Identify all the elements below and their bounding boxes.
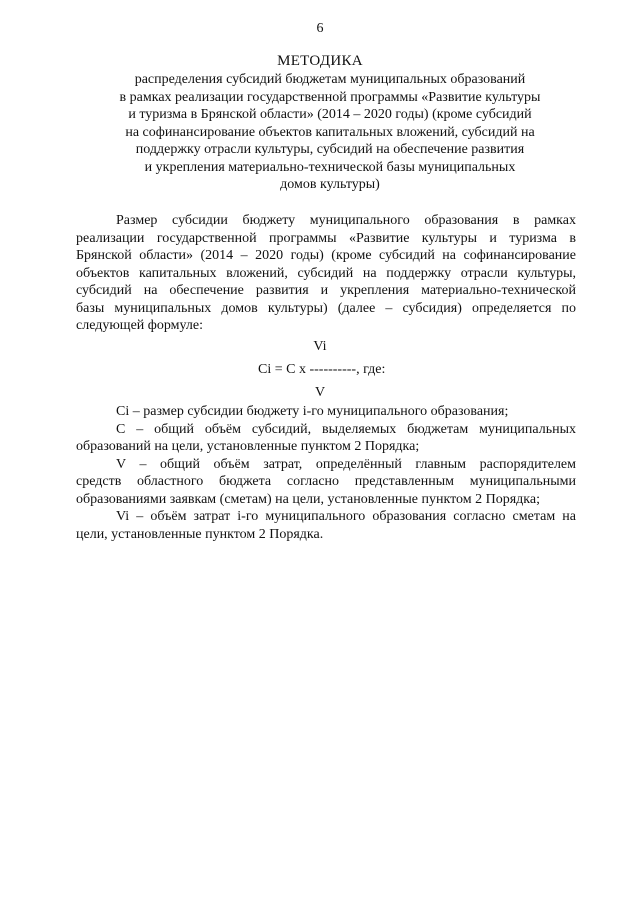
subtitle-line: распределения субсидий бюджетам муниципальных образований xyxy=(134,72,526,87)
intro-line: субсидий на обеспечение развития и укрепления материально-технической xyxy=(76,283,576,298)
definition-line: C – общий объём субсидий, выделяемых бюджетам муниципальных xyxy=(116,421,576,437)
intro-line: Брянской области» (2014 – 2020 годы) (кроме субсидий на софинансирование xyxy=(76,248,576,263)
definition-line: Vi – объём затрат i-го муниципального образования согласно сметам на xyxy=(116,509,576,524)
subtitle-line: на софинансирование объектов капитальных вложений, субсидий на xyxy=(125,124,535,140)
definition-line: образованиями заявкам (сметам) на цели, установленные пунктом 2 Порядка; xyxy=(76,491,540,507)
formula-denominator: V xyxy=(314,385,326,400)
intro-line: реализации государственной программы «Развитие культуры и туризма в xyxy=(76,230,576,246)
definition-ci xyxy=(76,403,576,421)
definition-c xyxy=(76,421,576,456)
intro-paragraph xyxy=(76,212,576,335)
definition-v xyxy=(76,456,576,509)
formula-numerator: Vi xyxy=(313,339,327,354)
formula-expression: Ci = C x ----------, где: xyxy=(258,362,386,377)
subtitle-line: поддержку отрасли культуры, субсидий на обеспечение развития xyxy=(135,142,525,157)
subtitle-line: домов культуры) xyxy=(280,177,380,192)
document-subtitle xyxy=(95,71,565,194)
intro-line: базы муниципальных домов культуры) (далее – субсидия) определяется по xyxy=(76,300,576,316)
page-number: 6 xyxy=(316,21,324,36)
definition-line: Ci – размер субсидии бюджету i-го муниципального образования; xyxy=(116,404,509,419)
intro-line: следующей формуле: xyxy=(76,318,203,333)
document-title: МЕТОДИКА xyxy=(277,53,363,69)
definitions-list xyxy=(76,403,576,543)
subtitle-line: и туризма в Брянской области» (2014 – 2020 годы) (кроме субсидий xyxy=(128,107,532,122)
intro-line: Размер субсидии бюджету муниципального образования в рамках xyxy=(116,213,576,228)
definition-vi xyxy=(76,508,576,543)
definition-line: цели, установленные пунктом 2 Порядка. xyxy=(76,526,324,542)
subtitle-line: в рамках реализации государственной программы «Развитие культуры xyxy=(119,89,541,105)
intro-line: объектов капитальных вложений, субсидий на поддержку отрасли культуры, xyxy=(76,265,576,281)
definition-line: образований на цели, установленные пунктом 2 Порядка; xyxy=(76,439,420,454)
definition-line: V – общий объём затрат, определённый главным распорядителем xyxy=(116,456,576,472)
definition-line: средств областного бюджета согласно представленным муниципальными xyxy=(76,474,576,489)
subtitle-line: и укрепления материально-технической базы муниципальных xyxy=(144,159,516,175)
